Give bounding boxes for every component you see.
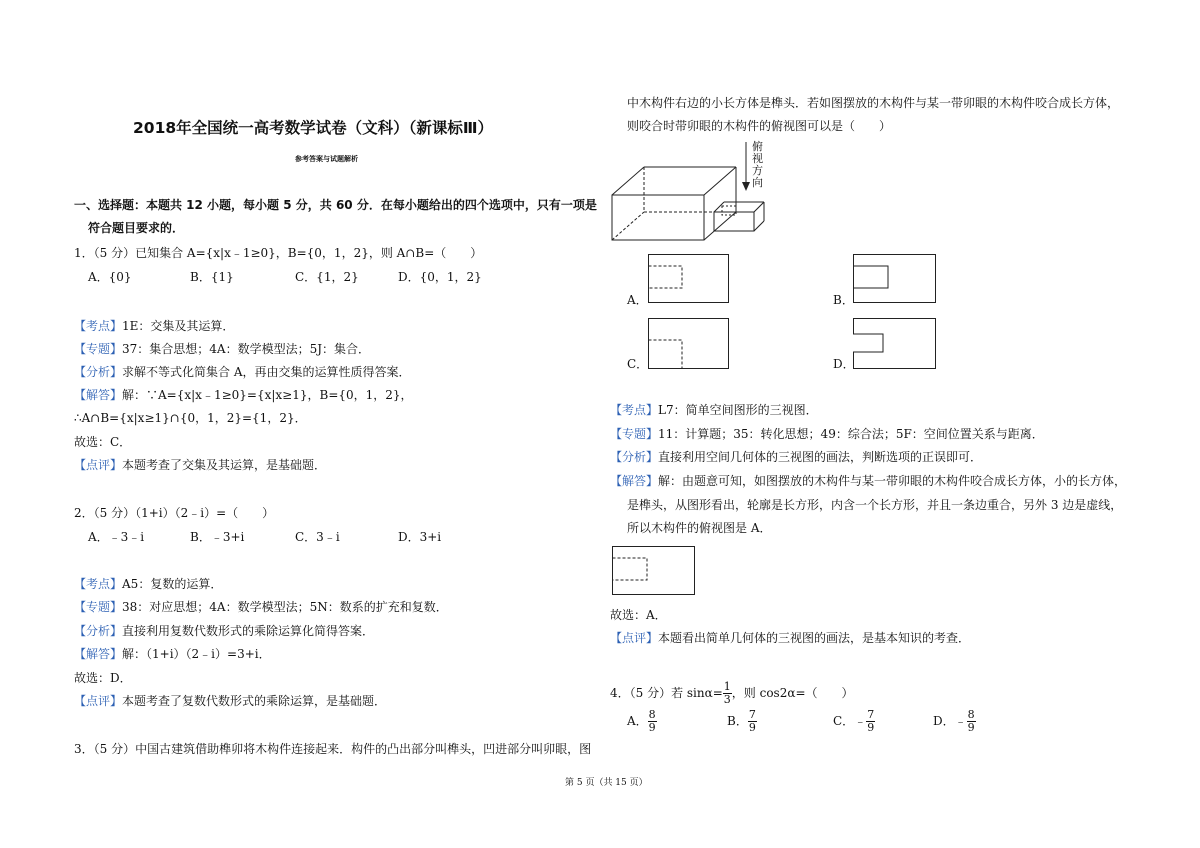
q1-stem: 1．（5 分）已知集合 A={x|x﹣1≥0}，B={0，1，2}，则 A∩B=（ ） [74, 246, 483, 260]
dianping-text: 本题考查了复数代数形式的乘除运算，是基础题． [122, 694, 387, 708]
q3-jieda-line3: 所以木构件的俯视图是 A． [627, 521, 772, 535]
option-label: A． [627, 714, 648, 728]
zhuanti-tag: 【专题】 [74, 342, 123, 356]
dianping-tag: 【点评】 [74, 694, 123, 708]
q3-option-d-label: D． [833, 357, 855, 371]
fraction-denominator: 9 [867, 721, 875, 734]
q3-option-c-label: C． [627, 357, 649, 371]
q1-jieda [74, 387, 413, 403]
q4-stem-pre: 4．（5 分）若 sinα= [610, 686, 723, 700]
page-subtitle: 参考答案与试题解析 [295, 155, 358, 163]
q2-option-a: A．﹣3﹣i [88, 530, 145, 544]
zhuanti-text: 38：对应思想；4A：数学模型法；5N：数系的扩充和复数． [122, 600, 448, 614]
q3-zhuanti [610, 426, 1044, 442]
fraction-numerator: 8 [648, 708, 656, 721]
page-footer: 第 5 页（共 15 页） [565, 778, 648, 788]
q1-option-a: A．{0} [88, 270, 132, 284]
fraction-numerator: 7 [748, 708, 756, 721]
page-title: 2018年全国统一高考数学试卷（文科）（新课标Ⅲ） [133, 119, 494, 137]
kaodian-text: 1E：交集及其运算． [122, 319, 235, 333]
dianping-text: 本题考查了交集及其运算，是基础题． [122, 458, 327, 472]
q3-answer: 故选：A． [610, 608, 667, 622]
fenxi-text: 求解不等式化简集合 A，再由交集的运算性质得答案． [122, 365, 411, 379]
q1-dianping [74, 457, 326, 473]
q3-stem: 3．（5 分）中国古建筑借助榫卯将木构件连接起来．构件的凸出部分叫榫头，凹进部分叫卯眼，图 [74, 742, 592, 756]
q2-option-b: B．﹣3+i [190, 530, 245, 544]
q4-option-a [627, 708, 657, 734]
q3-option-b-figure [853, 254, 937, 304]
q1-jieda-line2: ∴A∩B={x|x≥1}∩{0，1，2}={1，2}． [74, 411, 307, 425]
jieda-tag: 【解答】 [74, 388, 123, 402]
q3-jieda [610, 473, 1126, 489]
fraction-numerator: 7 [867, 708, 875, 721]
fraction-denominator: 3 [723, 693, 731, 706]
kaodian-tag: 【考点】 [74, 319, 123, 333]
option-fraction [648, 709, 657, 734]
q4-stem-post: ，则 cos2α=（ ） [731, 686, 854, 700]
zhuanti-text: 11：计算题；35：转化思想；49：综合法；5F：空间位置关系与距离． [658, 427, 1044, 441]
dianping-tag: 【点评】 [74, 458, 123, 472]
kaodian-text: L7：简单空间图形的三视图． [658, 403, 818, 417]
q3-option-c-figure [648, 318, 730, 370]
q3-fenxi [610, 449, 982, 465]
q4-option-b [727, 708, 757, 734]
view-direction-char: 视 [752, 152, 763, 165]
fraction-denominator: 9 [648, 721, 656, 734]
q3-stem-cont2: 则咬合时带卯眼的木构件的俯视图可以是（ ） [627, 119, 892, 133]
zhuanti-tag: 【专题】 [610, 427, 659, 441]
q1-zhuanti [74, 341, 370, 357]
q2-jieda [74, 646, 271, 662]
q2-kaodian [74, 576, 222, 592]
arrow-down-icon [741, 142, 751, 192]
q3-option-d-figure [853, 318, 937, 370]
fraction-numerator: 8 [967, 708, 975, 721]
fenxi-tag: 【分析】 [610, 450, 659, 464]
section-heading: 一、选择题：本题共 12 小题，每小题 5 分，共 60 分．在每小题给出的四个选项中，只有一项是 [74, 198, 597, 212]
q4-option-d [933, 708, 976, 734]
fenxi-text: 直接利用空间几何体的三视图的画法，判断选项的正误即可． [658, 450, 983, 464]
zhuanti-tag: 【专题】 [74, 600, 123, 614]
option-fraction [967, 709, 976, 734]
view-direction-char: 向 [752, 176, 763, 189]
fraction-numerator: 1 [723, 680, 731, 693]
q3-option-a-figure [648, 254, 730, 304]
q3-jieda-line2: 是榫头，从图形看出，轮廓是长方形，内含一个长方形，并且一条边重合，另外 3 边是虚线， [627, 498, 1123, 512]
q2-answer: 故选：D． [74, 671, 132, 685]
q3-option-a-label: A． [627, 293, 648, 307]
option-label: B． [727, 714, 748, 728]
dianping-tag: 【点评】 [610, 631, 659, 645]
option-fraction [866, 709, 875, 734]
jieda-text: 解：（1+i）（2﹣i）=3+i． [122, 647, 271, 661]
fenxi-tag: 【分析】 [74, 624, 123, 638]
view-direction-char: 方 [752, 164, 763, 177]
q2-dianping [74, 693, 386, 709]
jieda-tag: 【解答】 [610, 474, 659, 488]
jieda-text: 解：∵A={x|x﹣1≥0}={x|x≥1}，B={0，1，2}， [122, 388, 413, 402]
jieda-tag: 【解答】 [74, 647, 123, 661]
view-direction-char: 俯 [752, 140, 763, 153]
option-sign: ﹣ [854, 714, 867, 728]
q3-stem-cont: 中木构件右边的小长方体是榫头．若如图摆放的木构件与某一带卯眼的木构件咬合成长方体， [627, 96, 1120, 110]
fraction-denominator: 9 [967, 721, 975, 734]
option-label: C． [833, 714, 855, 728]
q1-option-b: B．{1} [190, 270, 234, 284]
fraction-denominator: 9 [748, 721, 756, 734]
option-sign: ﹣ [954, 714, 967, 728]
option-label: D． [933, 714, 955, 728]
q3-option-b-label: B． [833, 293, 854, 307]
q2-option-c: C．3﹣i [295, 530, 340, 544]
q2-fenxi [74, 623, 374, 639]
dianping-text: 本题看出简单几何体的三视图的画法，是基本知识的考查． [658, 631, 971, 645]
fenxi-text: 直接利用复数代数形式的乘除运算化简得答案． [122, 624, 375, 638]
q1-kaodian [74, 318, 234, 334]
q4-option-c [833, 708, 875, 734]
q2-stem: 2．（5 分）（1+i）（2﹣i）=（ ） [74, 506, 275, 520]
q1-option-c: C．{1，2} [295, 270, 359, 284]
jieda-text: 解：由题意可知，如图摆放的木构件与某一带卯眼的木构件咬合成长方体，小的长方体， [658, 474, 1127, 488]
q4-stem [610, 680, 854, 706]
option-fraction [748, 709, 757, 734]
q4-sin-fraction [723, 681, 732, 706]
q3-dianping [610, 630, 970, 646]
q3-answer-figure [612, 546, 696, 596]
fenxi-tag: 【分析】 [74, 365, 123, 379]
kaodian-text: A5：复数的运算． [122, 577, 223, 591]
q1-option-d: D．{0，1，2} [398, 270, 482, 284]
q1-fenxi [74, 364, 411, 380]
kaodian-tag: 【考点】 [610, 403, 659, 417]
q2-zhuanti [74, 599, 448, 615]
kaodian-tag: 【考点】 [74, 577, 123, 591]
q1-answer: 故选：C． [74, 435, 132, 449]
q2-option-d: D．3+i [398, 530, 442, 544]
zhuanti-text: 37：集合思想；4A：数学模型法；5J：集合． [122, 342, 371, 356]
q3-kaodian [610, 402, 818, 418]
section-heading-cont: 符合题目要求的． [88, 221, 185, 235]
